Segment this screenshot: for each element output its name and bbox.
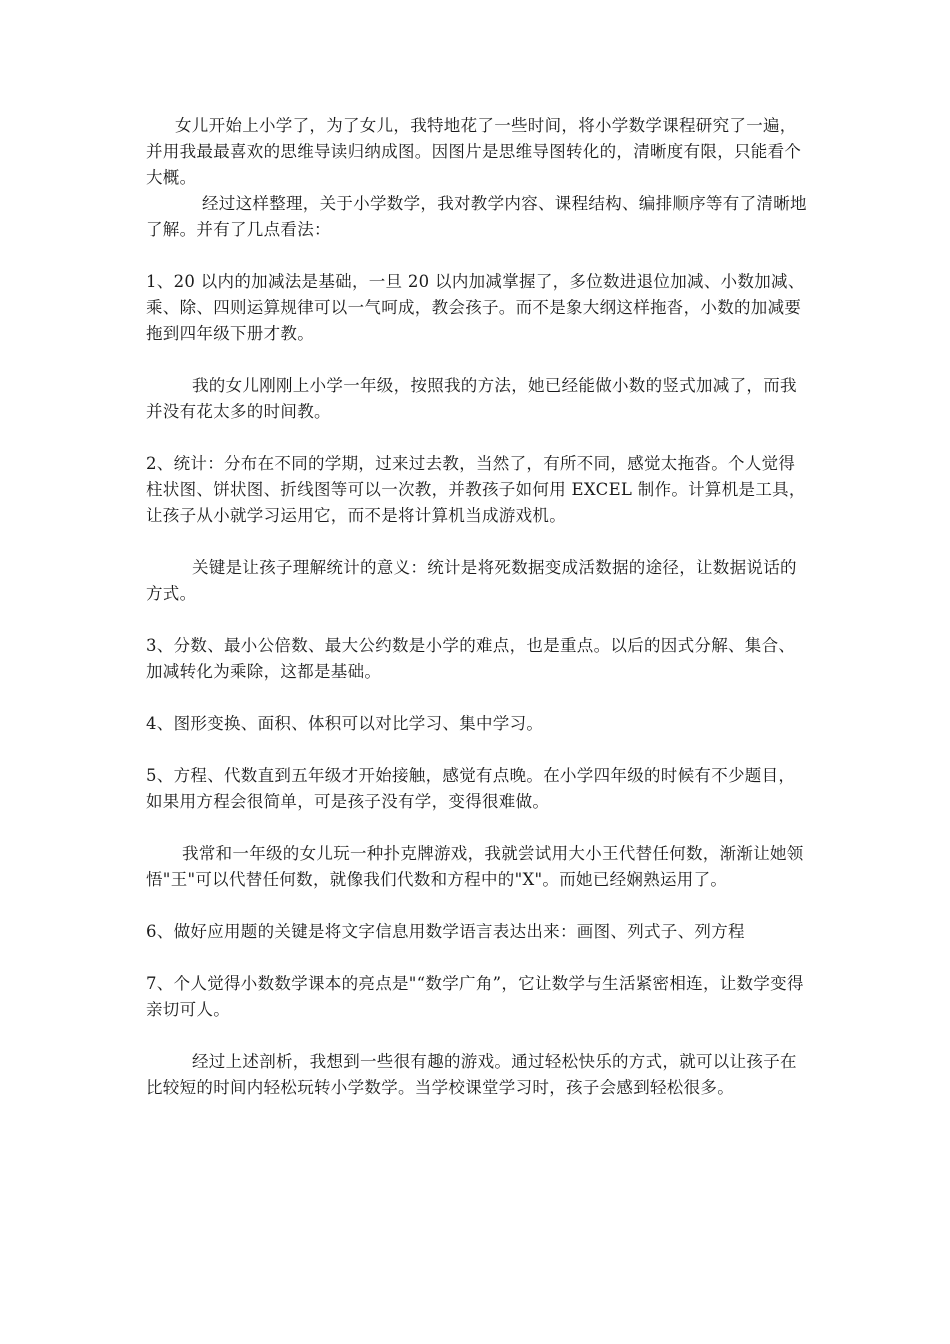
- paragraph-card-game: 我常和一年级的女儿玩一种扑克牌游戏，我就尝试用大小王代替任何数，渐渐让她领悟"王"可以代替任何数，就像我们代数和方程中的"X"。而她已经娴熟运用了。: [146, 844, 804, 889]
- paragraph-point-2: 2、统计：分布在不同的学期，过来过去教，当然了，有所不同，感觉太拖沓。个人觉得柱状图、饼状图、折线图等可以一次教，并教孩子如何用 EXCEL 制作。计算机是工具，让孩子从小就学习运用它，而不是将计算机当成游戏机。: [146, 454, 806, 525]
- paragraph-conclusion: 经过上述剖析，我想到一些很有趣的游戏。通过轻松快乐的方式，就可以让孩子在比较短的时间内轻松玩转小学数学。当学校课堂学习时，孩子会感到轻松很多。: [146, 1052, 797, 1097]
- paragraph-point-3: 3、分数、最小公倍数、最大公约数是小学的难点，也是重点。以后的因式分解、集合、加减转化为乘除，这都是基础。: [146, 636, 796, 681]
- paragraph-daughter-example: 我的女儿刚刚上小学一年级，按照我的方法，她已经能做小数的竖式加减了，而我并没有花太多的时间教。: [146, 376, 797, 421]
- paragraph-point-6: 6、做好应用题的关键是将文字信息用数学语言表达出来：画图、列式子、列方程: [146, 922, 745, 941]
- paragraph-statistics-meaning: 关键是让孩子理解统计的意义：统计是将死数据变成活数据的途径，让数据说话的方式。: [146, 558, 797, 603]
- document-body: [146, 113, 810, 1101]
- paragraph-point-4: 4、图形变换、面积、体积可以对比学习、集中学习。: [146, 714, 544, 733]
- paragraph-point-5: 5、方程、代数直到五年级才开始接触，感觉有点晚。在小学四年级的时候有不少题目，如果用方程会很简单，可是孩子没有学，变得很难做。: [146, 766, 796, 811]
- paragraph-intro: 女儿开始上小学了，为了女儿，我特地花了一些时间，将小学数学课程研究了一遍，并用我最最喜欢的思维导读归纳成图。因图片是思维导图转化的，清晰度有限，只能看个大概。: [146, 116, 802, 187]
- paragraph-point-7: 7、个人觉得小数数学课本的亮点是"“数学广角”，它让数学与生活紧密相连，让数学变得亲切可人。: [146, 974, 804, 1019]
- paragraph-point-1: 1、20 以内的加减法是基础，一旦 20 以内加减掌握了，多位数进退位加减、小数加减、乘、除、四则运算规律可以一气呵成，教会孩子。而不是象大纲这样拖沓，小数的加减要拖到四年级下册才教。: [146, 272, 805, 343]
- paragraph-summary: 经过这样整理，关于小学数学，我对教学内容、课程结构、编排顺序等有了清晰地了解。并有了几点看法：: [146, 194, 807, 239]
